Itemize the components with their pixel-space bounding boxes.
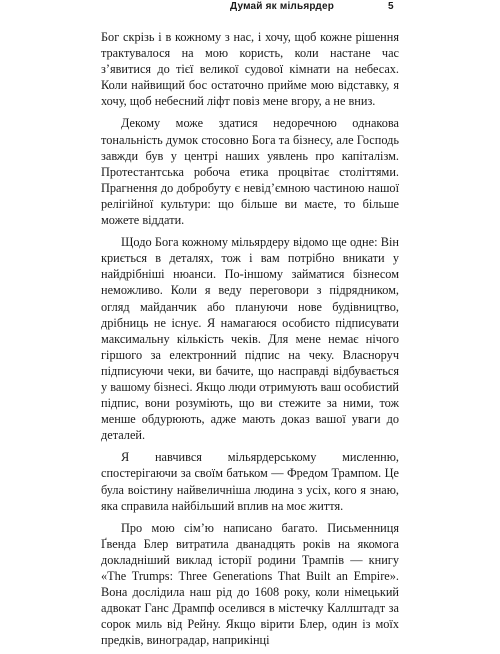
paragraph-4: Я навчився мільярдерському мисленню, спостерігаючи за своїм батьком — Фредом Трампом. Це була воістину найвеличніша людина з усіх, кого я знаю, яка справила найбільший вплив на моє життя.: [101, 450, 399, 513]
running-header-title: Думай як мільярдер: [230, 1, 335, 12]
paragraph-5: Про мою сім’ю написано багато. Письменниця Ґвенда Блер витратила дванадцять років на якомога докладніший виклад історії родини Трампів — книгу «The Trumps: Three Generations That Built an Empire». Вона дослідила наш рід до 1608 року, коли німецький адвокат Ганс Дрампф оселився в містечку Каллштадт за сорок миль від Рейну. Якщо вірити Блер, один із моїх предків, виноградар, наприкінці: [101, 520, 399, 648]
body-text: [101, 29, 399, 654]
page-number: 5: [388, 1, 394, 12]
paragraph-1: Бог скрізь і в кожному з нас, і хочу, щоб кожне рішення трактувалося на мою користь, коли настане час з’явитися до тієї великої судової кімнати на небесах. Коли найвищий бос остаточно прийме мою відставку, я хочу, щоб небесний ліфт повіз мене вгору, а не вниз.: [101, 30, 399, 109]
paragraph-3: Щодо Бога кожному мільярдеру відомо ще одне: Він криється в деталях, тож і вам потрібно вникати у найдрібніші нюанси. По-іншому займатися бізнесом неможливо. Коли я веду переговори з підрядником, огляд майданчик або плануючи нове будівництво, дрібниць не існує. Я намагаюся особисто підписувати максимальну кількість чеків. Для мене немає нічого гіршого за електронний підпис на чеку. Власноруч підписуючи чеки, ви бачите, що насправді відбувається у вашому бізнесі. Якщо люди отримують ваш особистий підпис, вони розуміють, що ви стежите за ними, тож менше обдурюють, адже мають доказ вашої уваги до деталей.: [101, 235, 399, 443]
running-header: [0, 0, 500, 16]
paragraph-2: Декому може здатися недоречною однакова тональність думок стосовно Бога та бізнесу, але Господь завжди був у центрі наших уявлень про капіталізм. Протестантська робоча етика процвітає століттями. Прагнення до добробуту є невід’ємною частиною нашої релігійної культури: що більше ви маєте, то більше можете віддати.: [101, 116, 399, 228]
